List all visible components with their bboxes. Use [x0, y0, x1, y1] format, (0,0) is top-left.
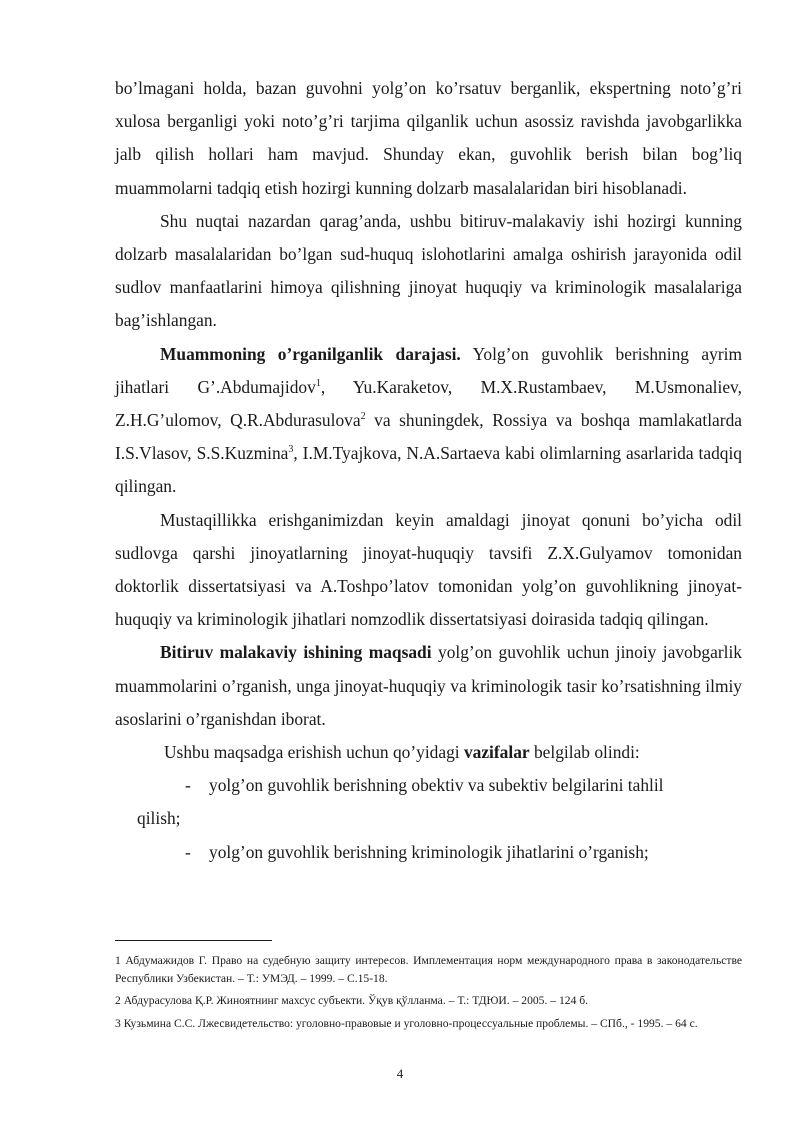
page-number: 4: [396, 1066, 404, 1081]
paragraph-text: Ushbu maqsadga erishish uchun qo’yidagi: [164, 742, 464, 763]
paragraph-tasks-intro: [115, 736, 742, 769]
footnote-2: 2 Абдурасулова Қ.Р. Жиноятнинг махсус субъекти. Ўқув қўлланма. – Т.: ТДЮИ. – 2005. – 124 б.: [115, 994, 589, 1008]
list-item-continuation: qilish;: [137, 808, 181, 829]
list-dash: -: [185, 775, 191, 796]
section-heading-research-degree: Muammoning o’rganilganlik darajasi.: [160, 343, 461, 364]
paragraph-text: , I.M.Tyajkova, N.A.Sartaeva kabi olimlarning asarlarida tadqiq qilingan.: [115, 443, 742, 497]
footnote-3: 3 Кузьмина С.С. Лжесвидетельство: уголовно-правовые и уголовно-процессуальные проблемы. – СПб., - 1995. – 64 с.: [115, 1016, 698, 1030]
list-item-text: yolg’on guvohlik berishning obektiv va subektiv belgilarini tahlil: [209, 775, 664, 796]
paragraph-text: belgilab olindi:: [529, 742, 640, 763]
footnote-ref-1[interactable]: 1: [315, 378, 321, 390]
paragraph-goal: [115, 636, 742, 736]
keyword-tasks: vazifalar: [463, 742, 530, 763]
paragraph-intro-continuation: bo’lmagani holda, bazan guvohni yolg’on ko’rsatuv berganlik, ekspertning noto’g’ri xulosa berganligi yoki noto’g’ri tarjima qilganlik uchun asossiz ravishda javobgarlikka jalb qilish hollari ham mavjud. Shunday ekan, guvohlik berish bilan bog’liq muammolarni tadqiq etish hozirgi kunning dolzarb masalalaridan biri hisoblanadi.: [115, 78, 742, 198]
list-item-task-1: [115, 769, 742, 835]
paragraph-research-degree: [115, 338, 742, 504]
footnote-ref-2[interactable]: 2: [360, 411, 366, 423]
footnotes: [115, 952, 742, 1037]
paragraph-text: va shuningdek, Rossiya va boshqa mamlakatlarda I.S.Vlasov, S.S.Kuzmina: [115, 410, 742, 464]
footnote-separator: [115, 940, 272, 941]
paragraph-text: Yolg’on guvohlik berishning ayrim jihatlari G’.Abdumajidov: [115, 343, 742, 397]
paragraph-text: , Yu.Karaketov, M.X.Rustambaev, M.Usmonaliev, Z.H.G’ulomov, Q.R.Abdurasulova: [115, 376, 742, 431]
list-item-task-2: [115, 836, 742, 869]
footnote-1: 1 Абдумажидов Г. Право на судебную защиту интересов. Имплементация норм международного права в законодательстве Республики Узбекистан. – Т.: УМЭД. – 1999. – С.15-18.: [115, 954, 742, 986]
paragraph-text: yolg’on guvohlik uchun jinoiy javobgarlik muammolarini o’rganish, unga jinoyat-huquqiy va kriminologik tasir ko’rsatishning ilmiy asoslarini o’rganishdan iborat.: [115, 642, 742, 729]
list-item-text: yolg’on guvohlik berishning kriminologik jihatlarini o’rganish;: [209, 841, 649, 862]
paragraph-relevance: Shu nuqtai nazardan qarag’anda, ushbu bitiruv-malakaviy ishi hozirgi kunning dolzarb masalalaridan bo’lgan sud-huquq islohotlarini amalga oshirish jarayonida odil sudlov manfaatlarini himoya qilishning jinoyat huquqiy va kriminologik masalalariga bag’ishlangan.: [115, 210, 742, 331]
footnote-ref-3[interactable]: 3: [288, 444, 294, 456]
body-text: [115, 72, 742, 869]
list-dash: -: [185, 841, 191, 862]
paragraph-independence-research: Mustaqillikka erishganimizdan keyin amaldagi jinoyat qonuni bo’yicha odil sudlovga qarshi jinoyatlarning jinoyat-huquqiy tavsifi Z.X.Gulyamov tomonidan doktorlik dissertatsiyasi va A.Toshpo’latov tomonidan yolg’on guvohlikning jinoyat-huquqiy va kriminologik jihatlari nomzodlik dissertatsiyasi doirasida tadqiq qilingan.: [115, 509, 742, 630]
section-heading-goal: Bitiruv malakaviy ishining maqsadi: [160, 642, 432, 663]
